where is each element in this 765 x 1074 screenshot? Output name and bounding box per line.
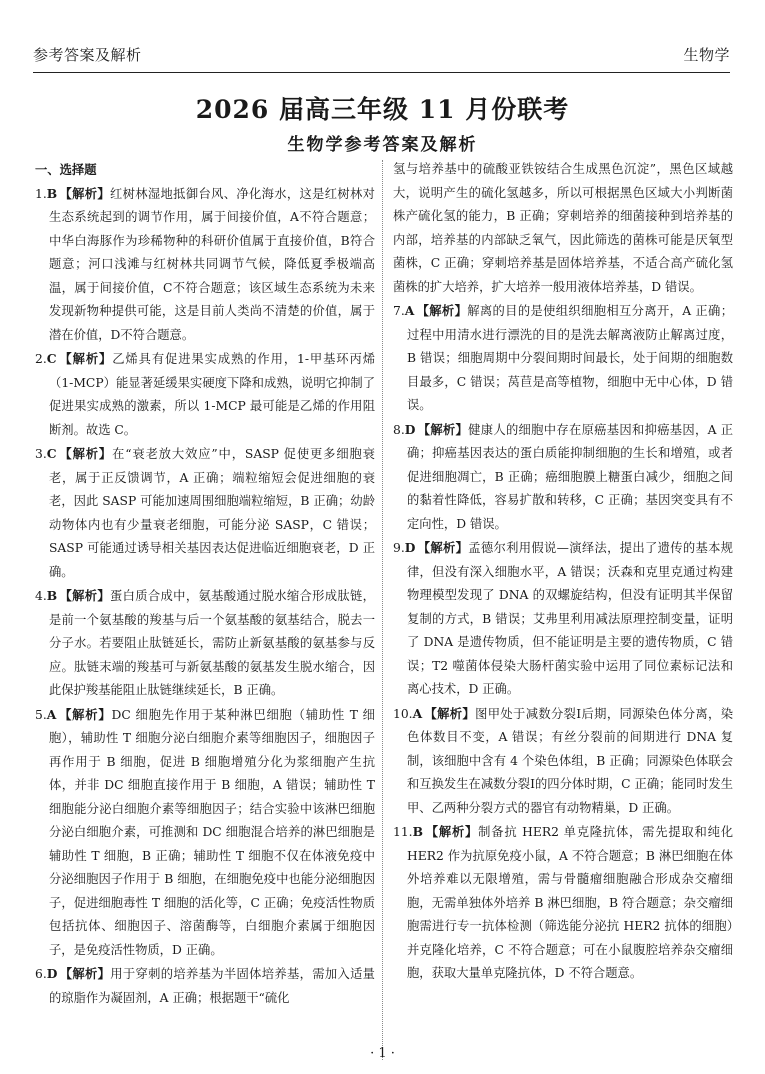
- analysis-tag: 【解析】: [58, 446, 113, 461]
- page-header: [33, 44, 730, 68]
- answer-item: [393, 299, 733, 418]
- section-heading: 一、选择题: [35, 162, 97, 177]
- answer-item: [393, 418, 733, 537]
- left-column: [35, 158, 375, 1010]
- item-answer-letter: B: [46, 588, 58, 603]
- page-subtitle: 生物学参考答案及解析: [287, 135, 478, 155]
- item-number: 6.: [35, 967, 47, 981]
- item-answer-letter: B: [46, 185, 58, 201]
- item-answer-letter: D: [404, 540, 416, 555]
- item-number: 9.: [393, 541, 405, 555]
- answer-item: [35, 703, 375, 963]
- item-explanation: 健康人的细胞中存在原癌基因和抑癌基因，A 正确；抑癌基因表达的蛋白质能抑制细胞的生长和增殖，或者促进细胞凋亡，B 正确；癌细胞膜上糖蛋白减少，细胞之间的黏着性降低，容易扩散和转移，C 正确；基因突变具有不定向性，D 错误。: [407, 422, 733, 531]
- item-explanation: 制备抗 HER2 单克隆抗体，需先提取和纯化 HER2 作为抗原免疫小鼠，A 不符合题意；B 淋巴细胞在体外培养难以无限增殖，需与骨髓瘤细胞融合形成杂交瘤细胞，无需单独体外培养 B 淋巴细胞，B 符合题意；杂交瘤细胞需进行专一抗体检测（筛选能分泌抗 HER2 抗体的细胞）并克隆化培养，C 不符合题意；可在小鼠腹腔培养杂交瘤细胞，获取大量单克隆抗体，D 不符合题意。: [407, 825, 733, 980]
- item-6-continuation: 氢与培养基中的硫酸亚铁铵结合生成黑色沉淀”，黑色区域越大，说明产生的硫化氢越多，所以可根据黑色区域大小判断菌株产硫化氢的能力，B 正确；穿刺培养的细菌接种到培养基的内部，培养基的内部缺乏氧气，因此筛选的菌株可能是厌氧型菌株，C 正确；穿刺培养基是固体培养基，不适合高产硫化氢菌株的扩大培养，扩大培养一般用液体培养基，D 错误。: [393, 162, 733, 294]
- item-number: 5.: [35, 707, 47, 722]
- answer-item: [35, 962, 375, 1010]
- item-number: 8.: [393, 422, 405, 437]
- item-explanation: 用于穿刺的培养基为半固体培养基，需加入适量的琼脂作为凝固剂，A 正确；根据题干“硫化: [49, 967, 375, 1005]
- header-rule: [33, 72, 730, 73]
- analysis-tag: 【解析】: [424, 824, 479, 839]
- item-explanation: 蛋白质合成中，氨基酸通过脱水缩合形成肽链，是前一个氨基酸的羧基与后一个氨基酸的氨基结合，脱去一分子水。若要阻止肽链延长，需防止新氨基酸的氨基参与反应。肽链末端的羧基可与新氨基酸的氨基发生脱水缩合，因此保护羧基能阻止肽链继续延长，B 正确。: [49, 589, 375, 697]
- item-explanation: DC 细胞先作用于某种淋巴细胞（辅助性 T 细胞），辅助性 T 细胞分泌白细胞介素等细胞因子，细胞因子再作用于 B 细胞，促进 B 细胞增殖分化为浆细胞产生抗体，并非 DC 细胞直接作用于 B 细胞，A 错误；辅助性 T 细胞能分泌白细胞介素等细胞因子；结合实验中该淋巴细胞分泌白细胞介素，可推测和 DC 细胞混合培养的淋巴细胞是辅助性 T 细胞，B 正确；辅助性 T 细胞不仅在体液免疫中分泌细胞因子作用于 B 细胞，在细胞免疫中也能分泌细胞因子，促进细胞毒性 T 细胞的活化等，C 正确；免疫活性物质包括抗体、细胞因子、溶菌酶等，白细胞介素属于细胞因子，是免疫活性物质，D 正确。: [49, 707, 375, 957]
- item-explanation: 图甲处于减数分裂Ⅰ后期，同源染色体分离，染色体数目不变，A 错误；有丝分裂前的间期进行 DNA 复制，该细胞中含有 4 个染色体组，B 正确；同源染色体联会和互换发生在减数分裂Ⅰ的四分体时期，C 正确；能同时发生甲、乙两种分裂方式的器官有动物精巢，D 正确。: [407, 706, 733, 815]
- answer-item: [35, 182, 375, 348]
- header-subject-label: 生物学: [683, 46, 730, 64]
- item-explanation: 孟德尔利用假说—演绎法，提出了遗传的基本规律，但没有深入细胞水平，A 错误；沃森和克里克通过构建物理模型发现了 DNA 的双螺旋结构，但没有证明其半保留复制的方式，B 错误；艾弗里利用减法原理控制变量，证明了 DNA 是遗传物质，但不能证明是主要的遗传物质，C 错误；T2 噬菌体侵染大肠杆菌实验中运用了同位素标记法和离心技术，D 正确。: [407, 541, 733, 696]
- item-answer-letter: C: [46, 446, 57, 461]
- column-divider: [382, 160, 383, 1060]
- page-number: · 1 ·: [370, 1046, 395, 1061]
- right-column: [393, 158, 733, 986]
- item-number: 11.: [393, 825, 413, 839]
- answer-item: [35, 442, 375, 584]
- item-answer-letter: A: [412, 705, 423, 721]
- item-number: 2.: [35, 352, 47, 366]
- answer-item: [393, 820, 733, 986]
- analysis-tag: 【解析】: [59, 588, 111, 603]
- item-number: 3.: [35, 447, 47, 461]
- answer-item: [35, 347, 375, 442]
- analysis-tag: 【解析】: [58, 706, 112, 722]
- item-explanation: 解离的目的是使组织细胞相互分离开，A 正确；过程中用清水进行漂洗的目的是洗去解离液防止解离过度，B 错误；细胞周期中分裂间期时间最长，处于间期的细胞数目最多，C 错误；莴苣是高等植物，细胞中无中心体，D 错误。: [407, 304, 733, 412]
- item-answer-letter: B: [412, 824, 423, 839]
- item-answer-letter: D: [46, 966, 58, 981]
- item-number: 4.: [35, 589, 47, 603]
- analysis-tag: 【解析】: [59, 966, 111, 981]
- analysis-tag: 【解析】: [59, 185, 111, 201]
- item-explanation: 在“衰老放大效应”中，SASP 促使更多细胞衰老，属于正反馈调节，A 正确；端粒缩短会促进细胞的衰老，因此 SASP 可能加速周围细胞端粒缩短，B 正确；幼龄动物体内也有少量衰老细胞，可能分泌 SASP，C 错误；SASP 可能通过诱导相关基因表达促进临近细胞衰老，D 正确。: [49, 447, 375, 579]
- left-answer-list: [35, 182, 375, 1011]
- page-title: 2026 届高三年级 11 月份联考: [195, 95, 570, 124]
- answer-item: [393, 702, 733, 821]
- item-number: 1.: [35, 186, 47, 201]
- item-explanation: 红树林湿地抵御台风、净化海水，这是红树林对生态系统起到的调节作用，属于间接价值，A不符合题意；中华白海豚作为珍稀物种的科研价值属于直接价值，B符合题意；河口浅滩与红树林共同调节气候，降低夏季极端高温，属于间接价值，C不符合题意；该区域生态系统为未来发现新物种提供可能，这是目前人类尚不清楚的价值，属于潜在价值，D不符合题意。: [49, 186, 375, 342]
- analysis-tag: 【解析】: [424, 705, 476, 721]
- item-answer-letter: D: [404, 421, 416, 437]
- item-number: 10.: [393, 706, 413, 721]
- analysis-tag: 【解析】: [417, 540, 469, 555]
- item-explanation: 乙烯具有促进果实成熟的作用，1-甲基环丙烯（1-MCP）能显著延缓果实硬度下降和成熟，说明它抑制了促进果实成熟的激素，所以 1-MCP 最可能是乙烯的作用阻断剂。故选 C。: [49, 352, 375, 437]
- item-answer-letter: C: [46, 351, 57, 366]
- answer-item: [393, 536, 733, 702]
- analysis-tag: 【解析】: [58, 351, 113, 366]
- right-answer-list: [393, 299, 733, 986]
- item-number: 7.: [393, 304, 405, 318]
- item-answer-letter: A: [404, 303, 415, 318]
- analysis-tag: 【解析】: [417, 421, 469, 437]
- item-answer-letter: A: [46, 706, 57, 722]
- analysis-tag: 【解析】: [416, 303, 468, 318]
- answer-item: [35, 584, 375, 703]
- header-left-label: 参考答案及解析: [33, 46, 142, 64]
